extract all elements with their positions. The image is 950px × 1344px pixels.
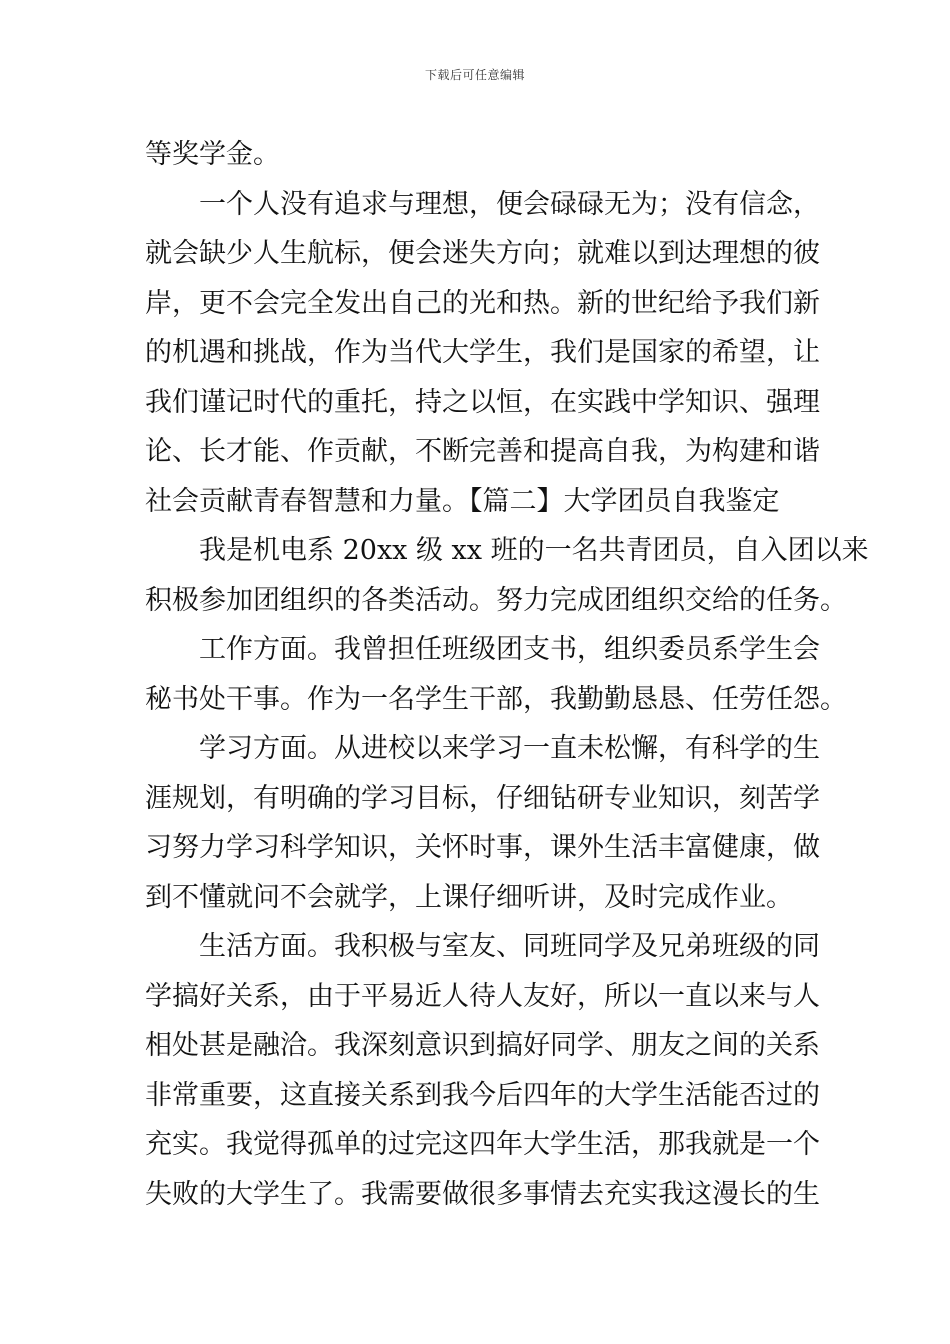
text-line: 失败的大学生了。我需要做很多事情去充实我这漫长的生 — [145, 1178, 820, 1210]
text-line: 习努力学习科学知识，关怀时事，课外生活丰富健康，做 — [145, 832, 820, 863]
text-line: 非常重要，这直接关系到我今后四年的大学生活能否过的 — [145, 1079, 820, 1111]
text-line: 到不懂就问不会就学，上课仔细听讲，及时完成作业。 — [145, 881, 793, 913]
text-line: 积极参加团组织的各类活动。努力完成团组织交给的任务。 — [145, 584, 847, 616]
text-line: 相处甚是融洽。我深刻意识到搞好同学、朋友之间的关系 — [145, 1030, 820, 1061]
text-line: 学搞好关系，由于平易近人待人友好，所以一直以来与人 — [145, 980, 820, 1012]
document-body — [145, 130, 869, 1219]
text-line: 岸，更不会完全发出自己的光和热。新的世纪给予我们新 — [145, 287, 820, 319]
text-line: 秘书处干事。作为一名学生干部，我勤勤恳恳、任劳任怨。 — [145, 683, 847, 715]
text-line: 等奖学金。 — [145, 139, 280, 170]
text-line: 我是机电系 20xx 级 xx 班的一名共青团员，自入团以来 — [199, 535, 869, 566]
text-line: 论、长才能、作贡献，不断完善和提高自我，为构建和谐 — [145, 436, 820, 467]
text-line: 我们谨记时代的重托，持之以恒，在实践中学知识、强理 — [145, 386, 820, 418]
text-line: 就会缺少人生航标，便会迷失方向；就难以到达理想的彼 — [145, 238, 820, 269]
text-line: 生活方面。我积极与室友、同班同学及兄弟班级的同 — [199, 931, 820, 962]
text-line: 学习方面。从进校以来学习一直未松懈，有科学的生 — [199, 733, 820, 764]
text-line: 工作方面。我曾担任班级团支书，组织委员系学生会 — [199, 634, 820, 665]
header-note: 下载后可任意编辑 — [424, 68, 525, 82]
text-line: 的机遇和挑战，作为当代大学生，我们是国家的希望，让 — [145, 337, 820, 368]
text-line: 社会贡献青春智慧和力量。【篇二】大学团员自我鉴定 — [145, 485, 780, 517]
text-line: 涯规划，有明确的学习目标，仔细钻研专业知识，刻苦学 — [145, 782, 820, 814]
text-line: 充实。我觉得孤单的过完这四年大学生活，那我就是一个 — [145, 1129, 820, 1160]
text-line: 一个人没有追求与理想，便会碌碌无为；没有信念， — [199, 188, 820, 220]
